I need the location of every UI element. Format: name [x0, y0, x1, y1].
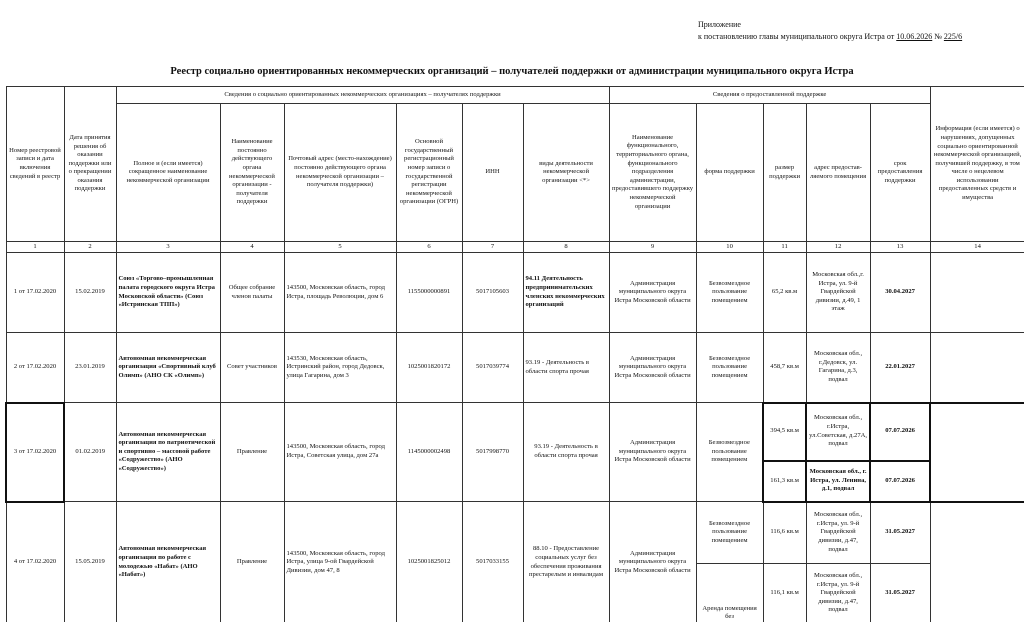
cell-support-size: 116,1 кв.м [763, 564, 806, 624]
cell-support-size: 458,7 кв.м [763, 333, 806, 403]
cell-term: 07.07.2026 [870, 403, 930, 461]
appendix-line2: к постановлению главы муниципального округа Истра от 10.06.2026 № 225/6 [698, 32, 963, 41]
cell-support-form: Безвозмездное пользование помещением [696, 502, 763, 564]
cell-support-form: Безвозмездное пользование помещением [696, 253, 763, 333]
cell-org-body: Совет участников [220, 333, 284, 403]
column-number: 6 [396, 242, 462, 253]
cell-violations [930, 502, 1024, 624]
cell-violations [930, 253, 1024, 333]
cell-activity: 93.19 - Деятельность в области спорта прочая [523, 403, 609, 502]
cell-support-size: 116,6 кв.м [763, 502, 806, 564]
header-org-body: Наименование постоянно действующего органа некоммерческой организации - получателя поддержки [220, 104, 284, 242]
column-number: 12 [806, 242, 870, 253]
column-number: 5 [284, 242, 396, 253]
cell-term: 07.07.2026 [870, 461, 930, 502]
header-term: срок предоставления поддержки [870, 104, 930, 242]
cell-premises: Московская обл., г.Дедовск, ул. Гагарина, д.3, подвал [806, 333, 870, 403]
cell-address: 143500, Московская область, город Истра, улица 9-ой Гвардейской Дивизии, дом 47, 8 [284, 502, 396, 624]
header-violations: Информация (если имеется) о нарушениях, допущенных социально ориентированной некоммерческой организацией, получившей поддержку, в том числе о нецелевом использовании предоставленных средств и имущества [930, 87, 1024, 242]
cell-org-name: Автономная некоммерческая организация по патриотической и спортивно – массовой работе «Содружество» (АНО «Содружество») [116, 403, 220, 502]
header-inn: ИНН [462, 104, 523, 242]
cell-premises: Московская обл., г.Истра, ул.Советская, д.27А, подвал [806, 403, 870, 461]
cell-org-body: Правление [220, 502, 284, 624]
cell-activity: 94.11 Деятельность предпринимательских членских некоммерческих организаций [523, 253, 609, 333]
column-number: 7 [462, 242, 523, 253]
cell-inn: 5017039774 [462, 333, 523, 403]
cell-ogrn: 1145000002498 [396, 403, 462, 502]
table-row [6, 253, 1024, 333]
cell-support-size: 65,2 кв.м [763, 253, 806, 333]
column-number: 8 [523, 242, 609, 253]
header-decision-date: Дата принятия решения об оказании поддержки или о прекращении оказания поддержки [64, 87, 116, 242]
header-support-form: форма поддержки [696, 104, 763, 242]
cell-ogrn: 1025001820172 [396, 333, 462, 403]
cell-term: 31.05.2027 [870, 502, 930, 564]
registry-table [5, 86, 1024, 624]
cell-decision-date: 01.02.2019 [64, 403, 116, 502]
column-number: 9 [609, 242, 696, 253]
header-row-groups [6, 87, 1024, 104]
cell-inn: 5017105603 [462, 253, 523, 333]
cell-address: 143500, Московская область, город Истра, площадь Революции, дом 6 [284, 253, 396, 333]
cell-term: 31.05.2027 [870, 564, 930, 624]
cell-org-name: Союз «Торгово–промышленная палата городского округа Истра Московской области» (Союз «Истринская ТПП») [116, 253, 220, 333]
cell-premises: Московская обл., г.Истра, ул. 9-й Гвардейской дивизии, д.47, подвал [806, 502, 870, 564]
table-row [6, 403, 1024, 461]
cell-support-size: 394,5 кв.м [763, 403, 806, 461]
column-number-row [6, 242, 1024, 253]
appendix-line1: Приложение [698, 20, 741, 29]
column-number: 10 [696, 242, 763, 253]
column-number: 4 [220, 242, 284, 253]
column-number: 14 [930, 242, 1024, 253]
header-ogrn: Основной государственный регистрационный номер записи о государственной регистрации некоммерческой организации (ОГРН) [396, 104, 462, 242]
cell-ogrn: 1155000000891 [396, 253, 462, 333]
column-number: 2 [64, 242, 116, 253]
header-address: Почтовый адрес (место-нахождение) постоянно действующего органа некоммерческой организации – получателя поддержки) [284, 104, 396, 242]
cell-premises: Московская обл., г. Истра, ул. Ленина, д.1, подвал [806, 461, 870, 502]
cell-provider: Администрация муниципального округа Истра Московской области [609, 333, 696, 403]
cell-premises: Московская обл., г.Истра, ул. 9-й Гвардейской дивизии, д.47, подвал [806, 564, 870, 624]
column-number: 3 [116, 242, 220, 253]
header-entry: Номер реестровой записи и дата включения сведений в реестр [6, 87, 64, 242]
header-group-org: Сведения о социально ориентированных некоммерческих организациях – получателях поддержки [116, 87, 609, 104]
cell-provider: Администрация муниципального округа Истра Московской области [609, 403, 696, 502]
cell-term: 22.01.2027 [870, 333, 930, 403]
header-org-name: Полное и (если имеется) сокращенное наименование некоммерческой организации [116, 104, 220, 242]
cell-support-size: 161,3 кв.м [763, 461, 806, 502]
cell-entry: 1 от 17.02.2020 [6, 253, 64, 333]
cell-decision-date: 15.02.2019 [64, 253, 116, 333]
cell-activity: 93.19 - Деятельность в области спорта прочая [523, 333, 609, 403]
cell-org-body: Правление [220, 403, 284, 502]
cell-provider: Администрация муниципального округа Истра Московской области [609, 502, 696, 624]
cell-support-form: Безвозмездное пользование помещением [696, 333, 763, 403]
appendix-date: 10.06.2026 [896, 32, 933, 41]
cell-support-form: Безвозмездное пользование помещением [696, 403, 763, 502]
cell-org-name: Автономная некоммерческая организация по работе с молодежью «Набат» (АНО «Набат») [116, 502, 220, 624]
cell-address: 143530, Московская область, Истринский район, город Дедовск, улица Гагарина, дом 3 [284, 333, 396, 403]
cell-inn: 5017033155 [462, 502, 523, 624]
cell-entry: 3 от 17.02.2020 [6, 403, 64, 502]
cell-entry: 4 от 17.02.2020 [6, 502, 64, 624]
header-activity: виды деятельности некоммерческой организации <*> [523, 104, 609, 242]
cell-entry: 2 от 17.02.2020 [6, 333, 64, 403]
cell-premises: Московская обл.,г. Истра, ул. 9-й Гвардейской дивизии, д.49, 1 этаж [806, 253, 870, 333]
column-number: 1 [6, 242, 64, 253]
header-premises: адрес предостав-ляемого помещения [806, 104, 870, 242]
column-number: 13 [870, 242, 930, 253]
header-group-support: Сведения о предоставленной поддержке [609, 87, 930, 104]
cell-term: 30.04.2027 [870, 253, 930, 333]
cell-violations [930, 403, 1024, 502]
cell-activity: 88.10 - Предоставление социальных услуг без обеспечения проживания престарелым и инвалидам [523, 502, 609, 624]
cell-decision-date: 15.05.2019 [64, 502, 116, 624]
column-number: 11 [763, 242, 806, 253]
cell-address: 143500, Московская область, город Истра, Советская улица, дом 27а [284, 403, 396, 502]
table-row [6, 333, 1024, 403]
cell-inn: 5017998770 [462, 403, 523, 502]
header-support-size: размер поддержки [763, 104, 806, 242]
cell-violations [930, 333, 1024, 403]
table-row [6, 502, 1024, 564]
cell-support-form: Аренда помещения без [696, 564, 763, 624]
appendix-note [698, 19, 962, 43]
document-title: Реестр социально ориентированных некоммерческих организаций – получателей поддержки от администрации муниципального округа Истра [170, 66, 854, 77]
header-provider: Наименование функционального, территориального органа, функционального подразделения администрации, предоставившего поддержку некоммерческой организации [609, 104, 696, 242]
cell-org-name: Автономная некоммерческая организация «Спортивный клуб Олимп» (АНО СК «Олимп») [116, 333, 220, 403]
header-row-columns [6, 104, 1024, 242]
cell-org-body: Общее собрание членов палаты [220, 253, 284, 333]
cell-decision-date: 23.01.2019 [64, 333, 116, 403]
cell-ogrn: 1025001825012 [396, 502, 462, 624]
cell-provider: Администрация муниципального округа Истра Московской области [609, 253, 696, 333]
appendix-number: 225/6 [943, 32, 963, 41]
